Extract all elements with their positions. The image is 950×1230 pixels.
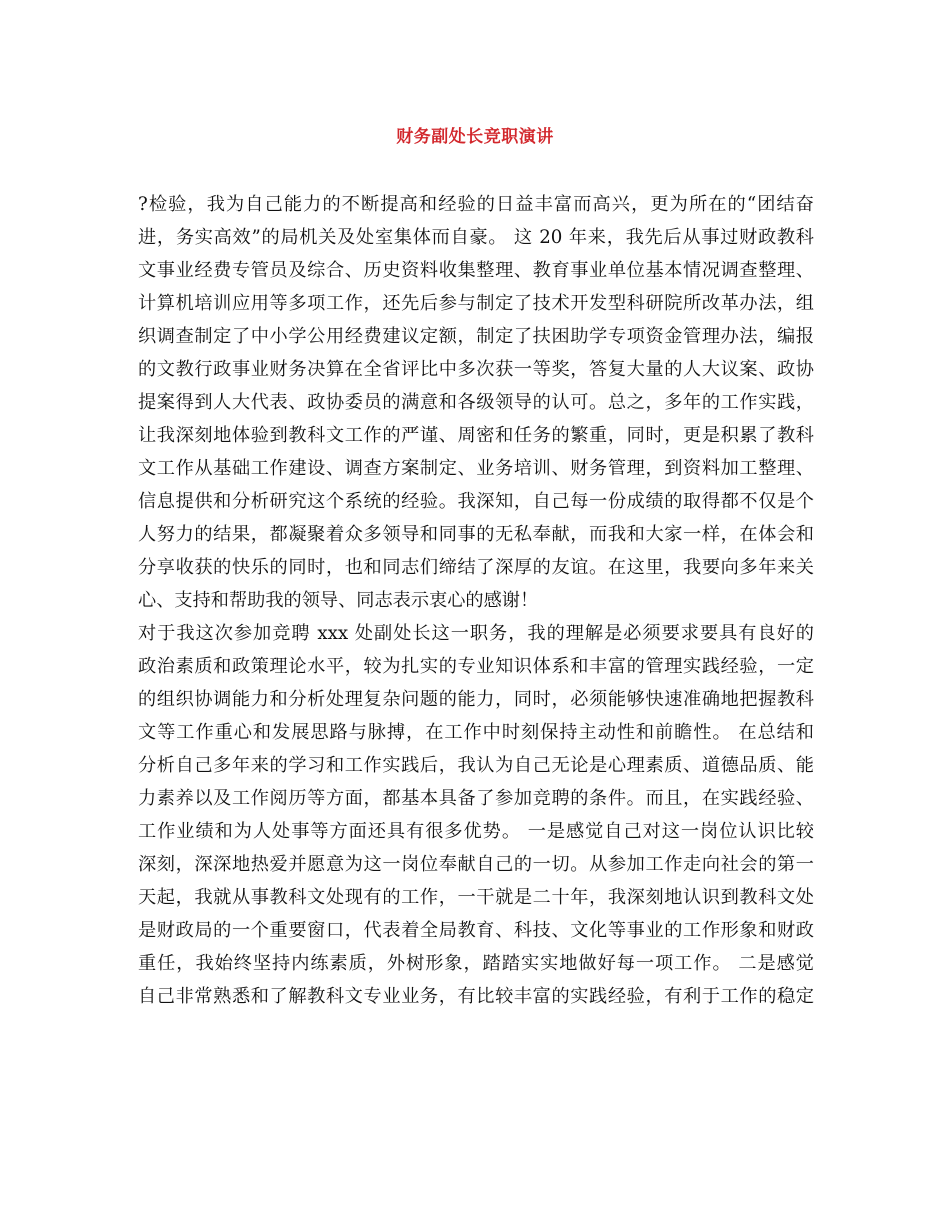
body-line: 工作业绩和为人处事等方面还具有很多优势。 一是感觉自己对这一岗位认识比较: [138, 821, 814, 842]
body-line: 心、支持和帮助我的领导、同志表示衷心的感谢！: [138, 590, 539, 611]
body-line: 深刻，深深地热爱并愿意为这一岗位奉献自己的一切。从参加工作走向社会的第一: [138, 854, 814, 875]
body-line: 文事业经费专管员及综合、历史资料收集整理、教育事业单位基本情况调查整理、: [138, 260, 814, 281]
body-line: 进，务实高效”的局机关及处室集体而自豪。 这 20 年来，我先后从事过财政教科: [138, 227, 814, 248]
body-line: 力素养以及工作阅历等方面，都基本具备了参加竞聘的条件。而且，在实践经验、: [138, 788, 814, 809]
body-line: ?检验，我为自己能力的不断提高和经验的日益丰富而高兴，更为所在的“团结奋: [138, 194, 814, 215]
body-line: 的文教行政事业财务决算在全省评比中多次获一等奖，答复大量的人大议案、政协: [138, 359, 814, 380]
body-line: 文工作从基础工作建设、调查方案制定、业务培训、财务管理，到资料加工整理、: [138, 458, 814, 479]
body-line: 自己非常熟悉和了解教科文专业业务，有比较丰富的实践经验，有利于工作的稳定: [138, 986, 814, 1007]
body-line: 人努力的结果，都凝聚着众多领导和同事的无私奉献，而我和大家一样，在体会和: [138, 524, 814, 545]
body-line: 重任，我始终坚持内练素质，外树形象，踏踏实实地做好每一项工作。 二是感觉: [138, 953, 814, 974]
body-line: 政治素质和政策理论水平，较为扎实的专业知识体系和丰富的管理实践经验，一定: [138, 656, 814, 677]
body-line: 织调查制定了中小学公用经费建议定额，制定了扶困助学专项资金管理办法，编报: [138, 326, 814, 347]
body-line: 的组织协调能力和分析处理复杂问题的能力，同时，必须能够快速准确地把握教科: [138, 689, 814, 710]
body-line: 让我深刻地体验到教科文工作的严谨、周密和任务的繁重，同时，更是积累了教科: [138, 425, 814, 446]
body-line: 计算机培训应用等多项工作，还先后参与制定了技术开发型科研院所改革办法，组: [138, 293, 814, 314]
body-line: 分析自己多年来的学习和工作实践后，我认为自己无论是心理素质、道德品质、能: [138, 755, 814, 776]
body-line: 是财政局的一个重要窗口，代表着全局教育、科技、文化等事业的工作形象和财政: [138, 920, 814, 941]
body-line: 对于我这次参加竞聘 xxx 处副处长这一职务，我的理解是必须要求要具有良好的: [138, 623, 814, 644]
document-title: 财务副处长竞职演讲: [396, 127, 554, 147]
body-line: 信息提供和分析研究这个系统的经验。我深知，自己每一份成绩的取得都不仅是个: [138, 491, 814, 512]
body-line: 天起，我就从事教科文处现有的工作，一干就是二十年，我深刻地认识到教科文处: [138, 887, 814, 908]
body-line: 分享收获的快乐的同时，也和同志们缔结了深厚的友谊。在这里，我要向多年来关: [138, 557, 814, 578]
body-line: 文等工作重心和发展思路与脉搏，在工作中时刻保持主动性和前瞻性。 在总结和: [138, 722, 814, 743]
body-line: 提案得到人大代表、政协委员的满意和各级领导的认可。总之，多年的工作实践，: [138, 392, 814, 413]
document-body: [138, 188, 814, 1013]
